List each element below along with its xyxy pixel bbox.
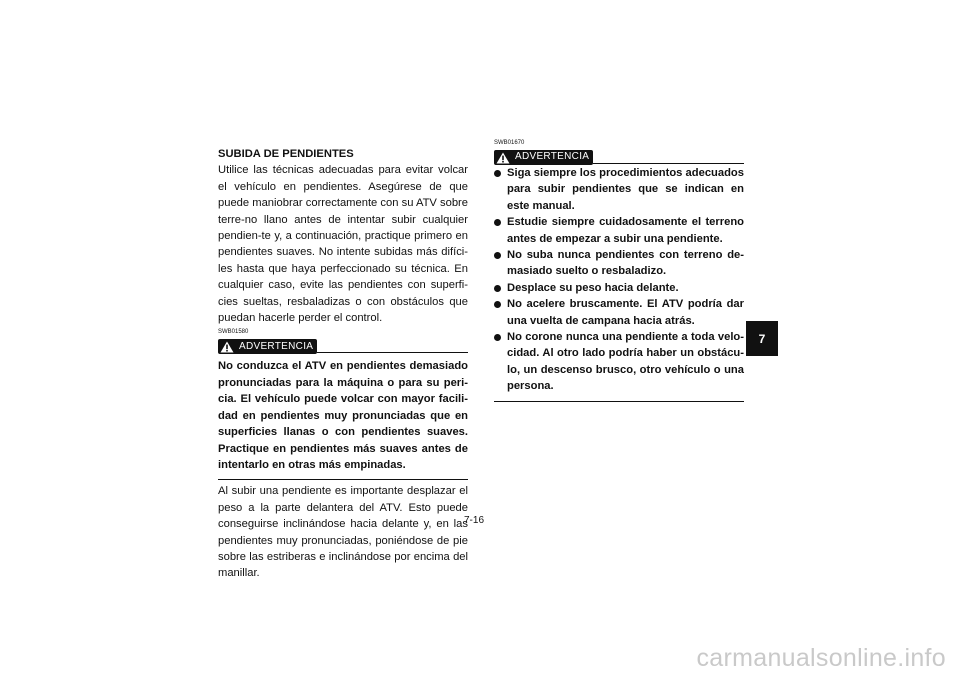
bullet-icon: [494, 285, 501, 292]
bullet-icon: [494, 170, 501, 177]
warning-badge: [494, 150, 593, 165]
list-item: [494, 296, 744, 329]
warning-code: SWB01580: [218, 329, 249, 336]
list-item-text: No suba nunca pendientes con terreno de-masiado suelto o resbaladizo.: [507, 249, 744, 278]
body-paragraph: Al subir una pendiente es importante desplazar el peso a la parte delantera del ATV. Esto puede conseguirse inclinándose hacia delante y, en las pendientes muy pronunciadas, poniéndose de pie sobre las estriberas e inclinándose por encima del manillar.: [218, 485, 468, 580]
warning-code: SWB01670: [494, 140, 525, 146]
warning-triangle-icon: [220, 341, 234, 353]
chapter-tab: 7: [746, 321, 778, 356]
section-heading: SUBIDA DE PENDIENTES: [218, 148, 354, 160]
list-item: [494, 329, 744, 395]
warning-text: No conduzca el ATV en pendientes demasiado pronunciadas para la máquina o para su peri-cia. El vehículo puede volcar con mayor facili-dad en pendientes muy pronunciadas que en superficies llanas o con pendientes suaves. Practique en pendientes más suaves antes de intentarlo en otras más empinadas.: [218, 360, 468, 471]
bullet-icon: [494, 334, 501, 341]
warning-header: [494, 148, 744, 165]
warning-label: ADVERTENCIA: [239, 340, 314, 352]
page-number: 7-16: [463, 515, 484, 526]
bullet-icon: [494, 219, 501, 226]
list-item-text: No corone nunca una pendiente a toda velo-cidad. Al otro lado podría haber un obstácu-lo, un descenso brusco, otro vehículo o una persona.: [507, 331, 744, 393]
warning-end-rule: [218, 479, 468, 480]
warning-badge: [218, 339, 317, 354]
intro-paragraph: Utilice las técnicas adecuadas para evitar volcar el vehículo en pendientes. Asegúrese de que puede maniobrar correctamente con su ATV sobre terre-no llano antes de intentar subir cualquier pendien-te y, a continuación, practique primero en pendientes suaves. No intente subidas más difíci-les hasta que haya perfeccionado su técnica. En cualquier caso, evite las pendientes con superfi-cies sueltas, resbaladizas o con obstáculos que puedan hacerle perder el control.: [218, 164, 468, 325]
bullet-icon: [494, 301, 501, 308]
warning-list: [494, 165, 744, 395]
list-item-text: Desplace su peso hacia delante.: [507, 281, 679, 294]
warning-label: ADVERTENCIA: [515, 151, 590, 163]
list-item-text: Siga siempre los procedimientos adecuados para subir pendientes que se indican en este manual.: [507, 167, 744, 212]
left-column: [218, 146, 468, 582]
list-item-text: Estudie siempre cuidadosamente el terreno antes de empezar a subir una pendiente.: [507, 216, 744, 245]
bullet-icon: [494, 252, 501, 259]
list-item: [494, 247, 744, 280]
list-item: [494, 280, 744, 296]
list-item-text: No acelere bruscamente. El ATV podría dar una vuelta de campana hacia atrás.: [507, 298, 744, 327]
warning-end-rule: [494, 401, 744, 402]
warning-header: [218, 337, 468, 354]
warning-rule: [317, 352, 468, 353]
list-item: [494, 165, 744, 214]
right-column: [494, 137, 744, 405]
warning-triangle-icon: [496, 152, 510, 164]
watermark: carmanualsonline.info: [696, 644, 946, 672]
warning-rule: [593, 163, 744, 164]
list-item: [494, 214, 744, 247]
